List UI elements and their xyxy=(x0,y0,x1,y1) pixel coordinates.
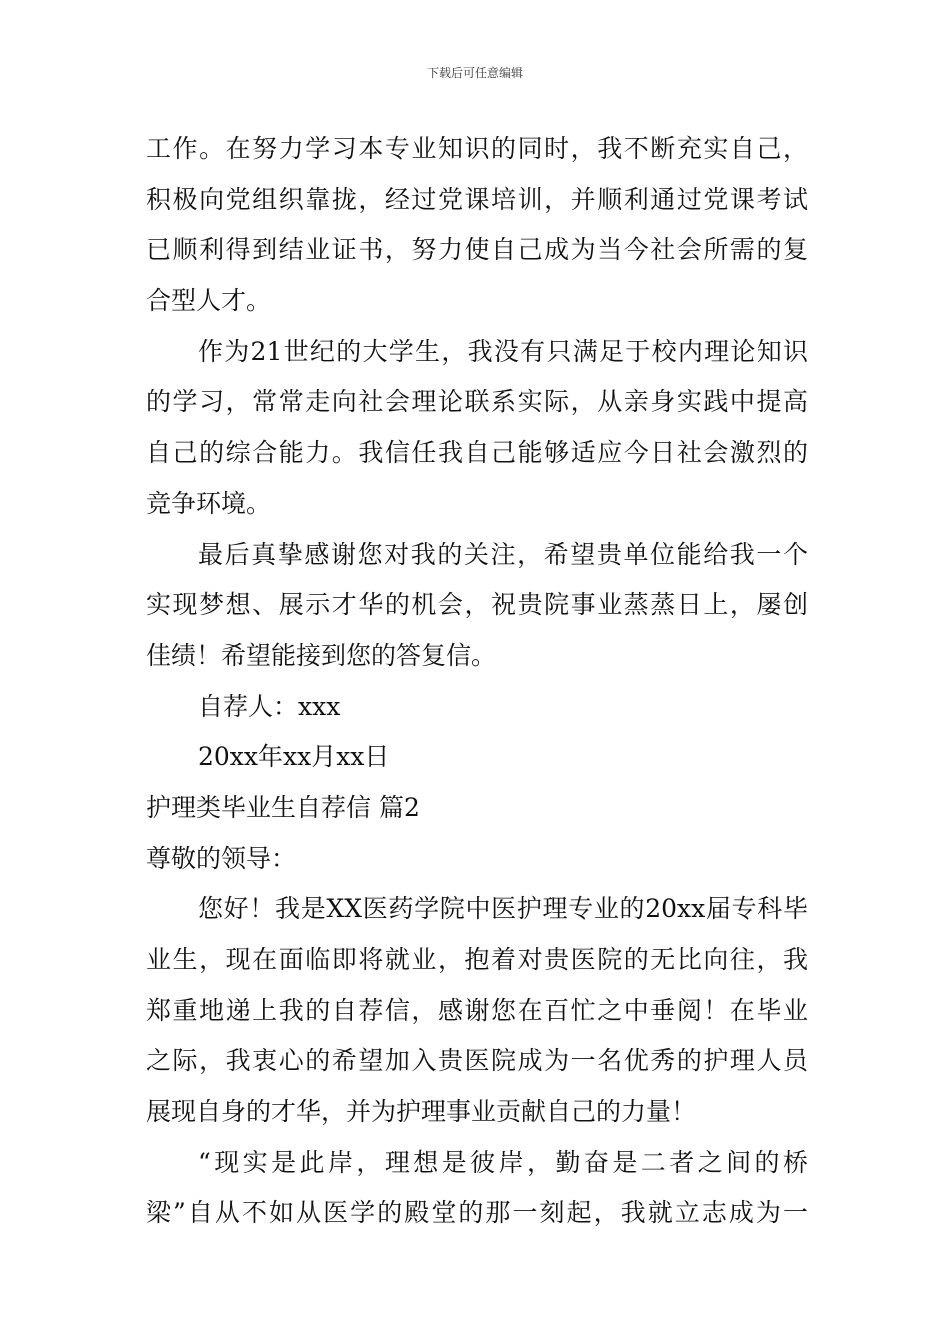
paragraph-line: 展现自身的才华，并为护理事业贡献自己的力量！ xyxy=(146,1097,697,1127)
paragraph-line: 自己的综合能力。我信任我自己能够适应今日社会激烈的 xyxy=(146,438,808,468)
paragraph-line: 佳绩！希望能接到您的答复信。 xyxy=(146,640,497,670)
paragraph-first-line: “现实是此岸，理想是彼岸，勤奋是二者之间的桥 xyxy=(198,1147,808,1177)
paragraph-line: 合型人才。 xyxy=(146,286,272,316)
document-body xyxy=(146,124,808,1239)
paragraph-first-line: 最后真挚感谢您对我的关注，希望贵单位能给我一个 xyxy=(198,539,808,569)
date-line: 20xx年xx月xx日 xyxy=(198,742,390,772)
paragraph-line: 之际，我衷心的希望加入贵医院成为一名优秀的护理人员 xyxy=(146,1046,808,1076)
salutation: 尊敬的领导： xyxy=(146,843,297,873)
page-header-watermark: 下载后可任意编辑 xyxy=(426,66,523,80)
section-title: 护理类毕业生自荐信 篇2 xyxy=(146,792,420,822)
paragraph-line: 郑重地递上我的自荐信，感谢您在百忙之中垂阅！在毕业 xyxy=(146,995,808,1025)
paragraph-line: 竞争环境。 xyxy=(146,488,272,518)
paragraph-line: 已顺利得到结业证书，努力使自己成为当今社会所需的复 xyxy=(146,235,808,265)
paragraph-line: 积极向党组织靠拢，经过党课培训，并顺利通过党课考试 xyxy=(146,184,808,214)
paragraph-line: 业生，现在面临即将就业，抱着对贵医院的无比向往，我 xyxy=(146,945,808,974)
paragraph-line: 梁”自从不如从医学的殿堂的那一刻起，我就立志成为一 xyxy=(146,1198,808,1228)
signature-line: 自荐人：xxx xyxy=(198,691,341,721)
paragraph-line: 的学习，常常走向社会理论联系实际，从亲身实践中提高 xyxy=(146,387,808,417)
paragraph-first-line: 您好！我是XX医药学院中医护理专业的20xx届专科毕 xyxy=(198,894,808,924)
paragraph-first-line: 作为21世纪的大学生，我没有只满足于校内理论知识 xyxy=(198,336,808,366)
paragraph-line: 实现梦想、展示才华的机会，祝贵院事业蒸蒸日上，屡创 xyxy=(146,590,808,620)
paragraph-line: 工作。在努力学习本专业知识的同时，我不断充实自己， xyxy=(146,134,808,163)
